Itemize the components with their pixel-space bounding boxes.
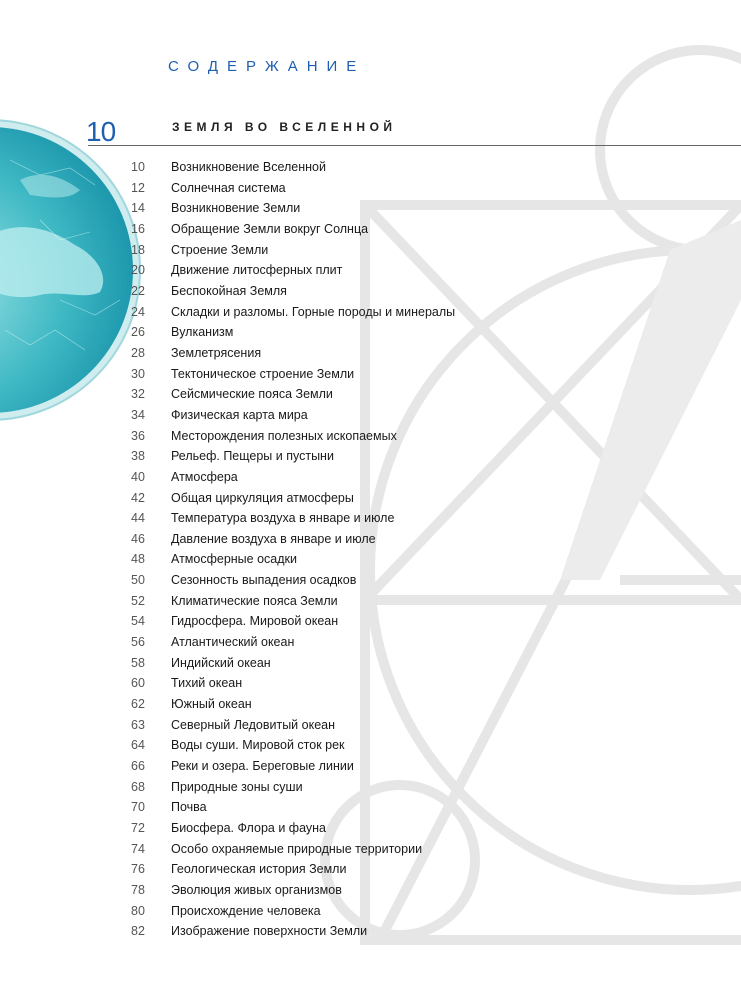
toc-page-number: 18 bbox=[131, 242, 145, 257]
toc-page-number: 22 bbox=[131, 283, 145, 298]
toc-entry-title: Месторождения полезных ископаемых bbox=[171, 428, 397, 443]
toc-entry[interactable] bbox=[0, 322, 741, 343]
toc-entry-title: Происхождение человека bbox=[171, 903, 321, 918]
toc-page-number: 12 bbox=[131, 180, 145, 195]
toc-entry[interactable] bbox=[0, 178, 741, 199]
toc-entry[interactable] bbox=[0, 880, 741, 901]
toc-page-number: 44 bbox=[131, 511, 145, 526]
toc-entry[interactable] bbox=[0, 529, 741, 550]
toc-entry[interactable] bbox=[0, 302, 741, 323]
toc-entry[interactable] bbox=[0, 632, 741, 653]
toc-page-number: 24 bbox=[131, 304, 145, 319]
toc-entry-title: Обращение Земли вокруг Солнца bbox=[171, 221, 369, 236]
toc-entry-title: Гидросфера. Мировой океан bbox=[171, 614, 339, 629]
toc-entry-title: Южный океан bbox=[171, 697, 252, 712]
toc-entry[interactable] bbox=[0, 839, 741, 860]
toc-page-number: 82 bbox=[131, 924, 145, 939]
toc-page-number: 30 bbox=[131, 366, 145, 381]
toc-entry-title: Эволюция живых организмов bbox=[171, 882, 342, 897]
toc-page-number: 76 bbox=[131, 862, 145, 877]
toc-entry-title: Возникновение Вселенной bbox=[171, 160, 326, 174]
toc-entry-title: Физическая карта мира bbox=[171, 407, 308, 422]
toc-entry-title: Почва bbox=[171, 800, 207, 815]
toc-page-number: 70 bbox=[131, 800, 145, 815]
toc-entry[interactable] bbox=[0, 673, 741, 694]
toc-page-number: 28 bbox=[131, 345, 145, 360]
toc-page-number: 50 bbox=[131, 573, 145, 588]
toc-page-number: 40 bbox=[131, 469, 145, 484]
toc-entry[interactable] bbox=[0, 591, 741, 612]
toc-entry-title: Атмосфера bbox=[171, 469, 238, 484]
toc-page-number: 62 bbox=[131, 697, 145, 712]
toc-page-number: 58 bbox=[131, 655, 145, 670]
toc-page-number: 48 bbox=[131, 552, 145, 567]
table-of-contents bbox=[0, 157, 741, 942]
toc-entry-title: Вулканизм bbox=[171, 325, 234, 340]
toc-page-number: 26 bbox=[131, 325, 145, 340]
toc-entry[interactable] bbox=[0, 694, 741, 715]
toc-entry[interactable] bbox=[0, 260, 741, 281]
toc-page-number: 64 bbox=[131, 738, 145, 753]
toc-entry-title: Давление воздуха в январе и июле bbox=[171, 531, 376, 546]
toc-entry-title: Температура воздуха в январе и июле bbox=[171, 511, 395, 526]
toc-page-number: 36 bbox=[131, 428, 145, 443]
toc-entry[interactable] bbox=[0, 570, 741, 591]
toc-entry[interactable] bbox=[0, 343, 741, 364]
toc-entry[interactable] bbox=[0, 715, 741, 736]
toc-entry[interactable] bbox=[0, 901, 741, 922]
toc-entry-title: Складки и разломы. Горные породы и минералы bbox=[171, 304, 456, 319]
toc-entry-title: Землетрясения bbox=[171, 345, 262, 360]
toc-entry[interactable] bbox=[0, 198, 741, 219]
toc-entry-title: Возникновение Земли bbox=[171, 201, 301, 216]
section-divider bbox=[88, 145, 741, 146]
toc-page-number: 66 bbox=[131, 759, 145, 774]
toc-page-number: 54 bbox=[131, 614, 145, 629]
toc-entry-title: Общая циркуляция атмосферы bbox=[171, 490, 354, 505]
section-title: ЗЕМЛЯ ВО ВСЕЛЕННОЙ bbox=[172, 120, 397, 134]
toc-page-number: 68 bbox=[131, 779, 145, 794]
toc-page-number: 10 bbox=[131, 160, 145, 174]
toc-entry[interactable] bbox=[0, 157, 741, 178]
toc-entry-title: Климатические пояса Земли bbox=[171, 593, 338, 608]
toc-entry-title: Тихий океан bbox=[171, 676, 243, 691]
toc-entry-title: Солнечная система bbox=[171, 180, 286, 195]
toc-entry[interactable] bbox=[0, 797, 741, 818]
toc-page-number: 56 bbox=[131, 635, 145, 650]
toc-entry-title: Геологическая история Земли bbox=[171, 862, 347, 877]
toc-entry[interactable] bbox=[0, 467, 741, 488]
toc-entry-title: Сейсмические пояса Земли bbox=[171, 387, 333, 402]
toc-entry[interactable] bbox=[0, 446, 741, 467]
toc-entry[interactable] bbox=[0, 756, 741, 777]
toc-entry[interactable] bbox=[0, 611, 741, 632]
toc-entry[interactable] bbox=[0, 508, 741, 529]
toc-entry-title: Биосфера. Флора и фауна bbox=[171, 821, 326, 835]
toc-page-number: 63 bbox=[131, 717, 145, 732]
toc-page-number: 46 bbox=[131, 531, 145, 546]
toc-entry-title: Атлантический океан bbox=[171, 635, 295, 650]
toc-page-number: 80 bbox=[131, 903, 145, 918]
toc-entry-title: Индийский океан bbox=[171, 655, 271, 670]
toc-page-number: 20 bbox=[131, 263, 145, 278]
toc-entry[interactable] bbox=[0, 281, 741, 302]
toc-entry-title: Рельеф. Пещеры и пустыни bbox=[171, 449, 334, 464]
toc-entry[interactable] bbox=[0, 240, 741, 261]
toc-entry-title: Природные зоны суши bbox=[171, 779, 303, 794]
toc-entry[interactable] bbox=[0, 735, 741, 756]
toc-page-number: 74 bbox=[131, 841, 145, 856]
toc-entry-title: Изображение поверхности Земли bbox=[171, 924, 368, 939]
toc-entry[interactable] bbox=[0, 384, 741, 405]
toc-entry-title: Тектоническое строение Земли bbox=[171, 366, 355, 381]
toc-page-number: 38 bbox=[131, 449, 145, 464]
toc-page-number: 42 bbox=[131, 490, 145, 505]
section-number: 10 bbox=[86, 116, 116, 147]
toc-entry[interactable] bbox=[0, 549, 741, 570]
toc-entry[interactable] bbox=[0, 921, 741, 942]
toc-entry-title: Реки и озера. Береговые линии bbox=[171, 759, 354, 774]
toc-entry-title: Северный Ледовитый океан bbox=[171, 717, 336, 732]
toc-entry-title: Строение Земли bbox=[171, 242, 269, 257]
toc-page-number: 72 bbox=[131, 821, 145, 835]
toc-entry[interactable] bbox=[0, 488, 741, 509]
toc-entry[interactable] bbox=[0, 818, 741, 839]
toc-entry[interactable] bbox=[0, 859, 741, 880]
toc-page-number: 60 bbox=[131, 676, 145, 691]
toc-entry[interactable] bbox=[0, 405, 741, 426]
toc-entry-title: Атмосферные осадки bbox=[171, 552, 297, 567]
toc-entry-title: Воды суши. Мировой сток рек bbox=[171, 738, 345, 753]
toc-page-number: 14 bbox=[131, 201, 145, 216]
toc-page-number: 16 bbox=[131, 221, 145, 236]
toc-page-number: 78 bbox=[131, 882, 145, 897]
toc-page-number: 34 bbox=[131, 407, 145, 422]
toc-entry-title: Особо охраняемые природные территории bbox=[171, 841, 423, 856]
toc-page-number: 52 bbox=[131, 593, 145, 608]
toc-entry-title: Сезонность выпадения осадков bbox=[171, 573, 357, 588]
toc-entry-title: Движение литосферных плит bbox=[171, 263, 343, 278]
toc-page-number: 32 bbox=[131, 387, 145, 402]
page-title: СОДЕРЖАНИЕ bbox=[168, 58, 366, 75]
toc-entry[interactable] bbox=[0, 219, 741, 240]
toc-entry[interactable] bbox=[0, 364, 741, 385]
toc-entry[interactable] bbox=[0, 426, 741, 447]
toc-entry[interactable] bbox=[0, 777, 741, 798]
toc-entry[interactable] bbox=[0, 653, 741, 674]
toc-entry-title: Беспокойная Земля bbox=[171, 283, 287, 298]
